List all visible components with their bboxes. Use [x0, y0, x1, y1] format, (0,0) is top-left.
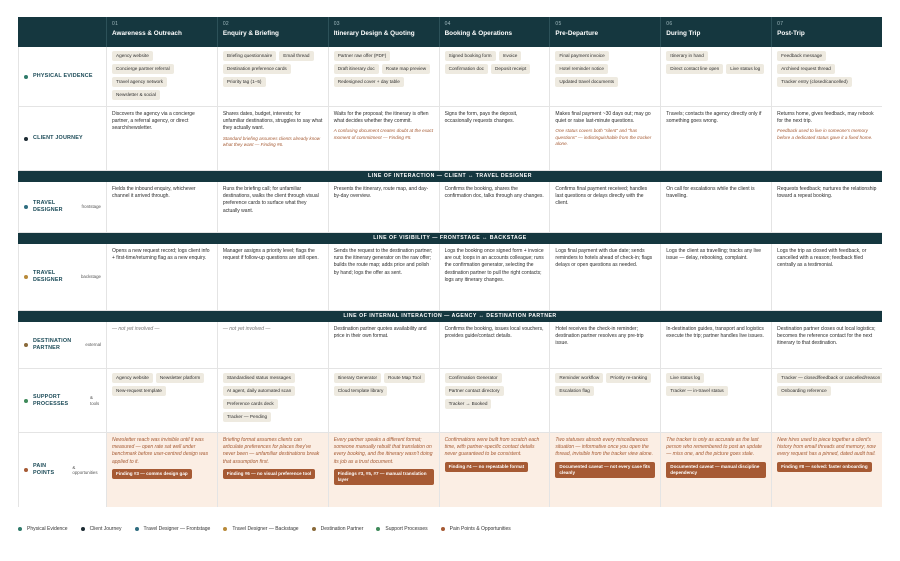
frontstage-cell-4: Confirms the booking, shares the confirmation doc, talks through any changes.: [439, 182, 550, 232]
line-of-internal-interaction: LINE OF INTERNAL INTERACTION — AGENCY ↔ DESTINATION PARTNER: [18, 311, 882, 322]
legend-dot-icon: [441, 527, 445, 531]
pain-cell-3: [328, 433, 439, 507]
row-label-text: PHYSICAL EVIDENCE: [33, 73, 93, 79]
stage-name: Awareness & Outreach: [112, 30, 182, 37]
row-label-text: DESTINATION PARTNER: [33, 338, 72, 351]
finding-badge: Finding #6 — no visual preference tool: [223, 469, 316, 479]
pain-text: Two statuses absorb every miscellaneous situation — informative once you open the thread, invisible from the tracker view alone.: [555, 437, 653, 458]
frontstage-cell-1: Fields the inbound enquiry, whichever channel it arrived through.: [106, 182, 217, 232]
pain-text: New hires used to piece together a client's history from email threads and memory; now every request has a pinned, dated audit trail.: [777, 437, 876, 458]
physical-cell-6: [660, 47, 771, 106]
evidence-tag: Invoice: [499, 51, 522, 61]
stage-3: [328, 17, 439, 47]
support-cell-1: [106, 369, 217, 432]
tool-tag: Escalation flag: [555, 386, 594, 396]
tool-tag: Preference cards deck: [223, 399, 278, 409]
physical-cell-1: [106, 47, 217, 106]
frontstage-cell-7: Requests feedback; nurtures the relationship toward a repeat booking.: [771, 182, 882, 232]
row-dot-icon: [24, 75, 28, 79]
designer-backstage-row: [18, 244, 882, 311]
tool-tag: Tracker — closed/feedback or cancelled/reason: [777, 373, 882, 383]
stage-number: 06: [666, 21, 673, 27]
evidence-tag: Concierge partner referral: [112, 64, 174, 74]
physical-cell-7: [771, 47, 882, 106]
evidence-tag: Newsletter & social: [112, 90, 160, 100]
row-label-text: CLIENT JOURNEY: [33, 135, 83, 141]
row-label-text: TRAVEL DESIGNER: [33, 200, 63, 213]
client-cell-6: [660, 107, 771, 170]
physical-cell-5: [549, 47, 660, 106]
legend-dot-icon: [18, 527, 22, 531]
legend-item: [135, 526, 211, 532]
legend-dot-icon: [135, 527, 139, 531]
pain-text: Confirmations were built from scratch each time, with partner-specific contact details never guaranteed to be consistent.: [444, 437, 540, 458]
stage-number: 01: [112, 21, 119, 27]
designer-frontstage-row: [18, 182, 882, 233]
support-cell-4: [439, 369, 550, 432]
cell-text: Makes final payment ~30 days out; may go quiet or raise last-minute questions.: [555, 111, 651, 125]
client-cell-1: [106, 107, 217, 170]
row-label: [18, 322, 106, 368]
partner-cell-7: Destination partner closes out local logistics; becomes the reference contact for the next itinerary to that destination.: [771, 322, 882, 368]
finding-badge: Finding #4 — no repeatable format: [445, 462, 529, 472]
evidence-tag: Deposit receipt: [491, 64, 530, 74]
row-label-text: SUPPORT PROCESSES: [33, 393, 69, 407]
evidence-tag: Hotel reminder notice: [555, 64, 608, 74]
header-corner: [18, 17, 106, 47]
evidence-tag: Briefing questionnaire: [223, 51, 276, 61]
frontstage-cell-3: Presents the itinerary, route map, and day-by-day overview.: [328, 182, 439, 232]
evidence-tag: Agency website: [112, 51, 153, 61]
finding-badge: Documented caveat — not every case fits cleanly: [555, 462, 655, 478]
finding-badge: Findings #3, #5, #7 — manual translation layer: [334, 469, 434, 485]
tool-tag: Onboarding reference: [777, 386, 831, 396]
physical-evidence-row: [18, 47, 882, 107]
line-of-interaction: LINE OF INTERACTION — CLIENT ↔ TRAVEL DESIGNER: [18, 171, 882, 182]
pain-cell-4: [439, 433, 550, 507]
partner-cell-1: — not yet involved —: [106, 322, 217, 368]
stage-7: [771, 17, 882, 47]
evidence-tag: Redesigned cover + day table: [334, 77, 404, 87]
row-label: [18, 47, 106, 106]
support-cell-6: [660, 369, 771, 432]
row-dot-icon: [24, 137, 28, 141]
client-journey-row: [18, 107, 882, 171]
stage-number: 02: [222, 21, 230, 27]
pain-text: Every partner speaks a different format; someone manually rebuilt that translation on every booking, and the itinerary wasn't doing its job as a trust document.: [333, 437, 433, 465]
row-sublabel: backstage: [80, 274, 101, 280]
row-label: [18, 433, 106, 507]
cell-text: Returns home, gives feedback, may rebook for the next trip.: [777, 111, 874, 125]
evidence-tag: Tracker entry (closed/cancelled): [777, 77, 852, 87]
partner-cell-5: Hotel receives the check-in reminder; destination partner resolves any pre-trip issue.: [549, 322, 660, 368]
backstage-cell-7: Logs the trip as closed with feedback, or cancelled with a reason; feedback filed centrally as a testimonial.: [771, 244, 882, 310]
legend-dot-icon: [223, 527, 227, 531]
tool-tag: Tracker — Pending: [223, 412, 271, 422]
evidence-tag: Updated travel documents: [555, 77, 618, 87]
evidence-tag: Partner raw offer (PDF): [334, 51, 391, 61]
pain-cell-7: [771, 433, 882, 507]
row-label: [18, 182, 106, 232]
client-cell-3: [328, 107, 439, 170]
row-dot-icon: [24, 275, 28, 279]
stage-number: 04: [444, 21, 451, 27]
support-cell-5: [549, 369, 660, 432]
pain-cell-6: [660, 433, 771, 507]
stage-number: 07: [777, 21, 784, 27]
tool-tag: Tracker — in-travel status: [666, 386, 728, 396]
tool-tag: New-request template: [112, 386, 166, 396]
stage-number: 03: [333, 21, 340, 27]
client-cell-4: [439, 107, 550, 170]
legend-label: Support Processes: [385, 526, 428, 532]
pain-cell-2: [217, 433, 328, 507]
legend-label: Travel Designer — Frontstage: [143, 526, 211, 532]
stage-header: [18, 17, 882, 47]
line-of-visibility: LINE OF VISIBILITY — FRONTSTAGE ↔ BACKSTAGE: [18, 233, 882, 244]
finding-badge: Finding #8 — solved: faster onboarding: [777, 462, 872, 472]
destination-partner-row: [18, 322, 882, 369]
service-blueprint: [18, 17, 882, 507]
row-dot-icon: [24, 343, 28, 347]
stage-name: Pre-Departure: [555, 30, 599, 37]
legend: [18, 526, 511, 532]
legend-item: [441, 526, 511, 532]
tool-tag: Reminder workflow: [555, 373, 603, 383]
row-sublabel: frontstage: [81, 204, 101, 210]
row-label: [18, 107, 106, 170]
cell-text: Shares dates, budget, interests; for unfamiliar destinations, struggles to say what they actually want.: [222, 111, 323, 132]
backstage-cell-3: Sends the request to the destination partner; runs the itinerary generator on the raw offer; builds the route map; adds price and polish by hand; logs the offer as sent.: [328, 244, 439, 310]
backstage-cell-4: Logs the booking once signed form + invoice are out; loops in an accounts colleague; runs the confirmation generator, selecting the destination partner to pull the right contacts; logs any itinerary changes.: [439, 244, 550, 310]
tool-tag: AI agent, daily automated scan: [223, 386, 295, 396]
legend-label: Travel Designer — Backstage: [232, 526, 299, 532]
support-cell-7: [771, 369, 882, 432]
stage-name: Itinerary Design & Quoting: [333, 30, 415, 37]
client-cell-5: [549, 107, 660, 170]
evidence-tag: Feedback message: [777, 51, 826, 61]
evidence-tag: Direct contact line open: [666, 64, 723, 74]
evidence-tag: Travel agency network: [112, 77, 167, 87]
legend-label: Destination Partner: [320, 526, 364, 532]
tool-tag: Route Map Tool: [384, 373, 425, 383]
legend-item: [81, 526, 122, 532]
stage-name: Enquiry & Briefing: [222, 30, 279, 37]
evidence-tag: Archived request thread: [777, 64, 835, 74]
finding-badge: Documented caveat — manual discipline dependency: [666, 462, 766, 478]
pain-text: Newsletter reach was invisible until it was measured — open rate sat well under benchmark before user-centred design was applied to it.: [112, 437, 209, 465]
legend-label: Pain Points & Opportunities: [449, 526, 511, 532]
tool-tag: Standardised status messages: [223, 373, 295, 383]
legend-item: [376, 526, 427, 532]
physical-cell-2: [217, 47, 328, 106]
evidence-tag: Live status log: [726, 64, 764, 74]
tool-tag: Live status log: [666, 373, 704, 383]
evidence-tag: Email thread: [279, 51, 313, 61]
legend-dot-icon: [312, 527, 316, 531]
stage-1: [106, 17, 217, 47]
cell-text: Travels; contacts the agency directly only if something goes wrong.: [666, 111, 762, 125]
stage-5: [549, 17, 660, 47]
tool-tag: Newsletter platform: [156, 373, 204, 383]
tool-tag: Agency website: [112, 373, 153, 383]
legend-item: [312, 526, 364, 532]
backstage-cell-1: Opens a new request record; logs client info + first-time/returning flag as a new enquiry.: [106, 244, 217, 310]
row-sublabel: external: [85, 342, 101, 348]
support-cell-3: [328, 369, 439, 432]
pain-text: Briefing format assumes clients can articulate preferences for places they've never been — unfamiliar destinations break that assumption first.: [222, 437, 320, 465]
pain-points-row: [18, 433, 882, 507]
finding-note: Standard briefing assumes clients already know what they want — Finding #6.: [222, 135, 321, 147]
evidence-tag: Confirmation doc: [445, 64, 488, 74]
row-dot-icon: [24, 399, 28, 403]
physical-cell-3: [328, 47, 439, 106]
evidence-tag: Route map preview: [382, 64, 430, 74]
tool-tag: Priority re-ranking: [606, 373, 651, 383]
evidence-tag: Priority tag (1–5): [223, 77, 266, 87]
legend-label: Client Journey: [89, 526, 122, 532]
frontstage-cell-6: On call for escalations while the client is travelling.: [660, 182, 771, 232]
tool-tag: Confirmation Generator: [445, 373, 502, 383]
support-cell-2: [217, 369, 328, 432]
partner-cell-6: In-destination guides, transport and logistics execute the trip; partner handles live issues.: [660, 322, 771, 368]
finding-note: One status covers both "silent" and "has questions" — indistinguishable from the tracker alone.: [555, 128, 652, 146]
row-sublabel: & opportunities: [72, 464, 98, 475]
pain-cell-1: [106, 433, 217, 507]
row-label: [18, 244, 106, 310]
tool-tag: Partner contact directory: [445, 386, 504, 396]
stage-name: During Trip: [666, 30, 701, 37]
evidence-tag: Signed booking form: [445, 51, 496, 61]
finding-badge: Finding #3 — comms design gap: [112, 469, 192, 479]
client-cell-7: [771, 107, 882, 170]
pain-text: The tracker is only as accurate as the last person who remembered to post an update — miss one, and the picture goes stale.: [666, 437, 762, 458]
stage-name: Post-Trip: [777, 30, 805, 37]
pain-cell-5: [549, 433, 660, 507]
client-cell-2: [217, 107, 328, 170]
frontstage-cell-5: Confirms final payment received; handles last questions or delays directly with the client.: [549, 182, 660, 232]
evidence-tag: Destination preference cards: [223, 64, 291, 74]
finding-note: Feedback used to live in someone's memory before a dedicated status gave it a fixed home.: [777, 128, 873, 140]
evidence-tag: Itinerary in hand: [666, 51, 708, 61]
tool-tag: Cloud template library: [334, 386, 388, 396]
support-processes-row: [18, 369, 882, 433]
stage-2: [217, 17, 328, 47]
legend-item: [223, 526, 298, 532]
legend-dot-icon: [81, 527, 85, 531]
row-label: [18, 369, 106, 432]
cell-text: Signs the form, pays the deposit, occasionally requests changes.: [444, 111, 518, 125]
backstage-cell-2: Manager assigns a priority level; flags the request if follow-up questions are still open.: [217, 244, 328, 310]
row-dot-icon: [24, 468, 28, 472]
partner-cell-4: Confirms the booking, issues local vouchers, provides guide/contact details.: [439, 322, 550, 368]
tool-tag: Itinerary Generator: [334, 373, 381, 383]
physical-cell-4: [439, 47, 550, 106]
finding-note: A confusing document creates doubt at the exact moment of commitment — Finding #5.: [333, 128, 434, 140]
frontstage-cell-2: Runs the briefing call; for unfamiliar destinations, walks the client through visual preference cards to surface what they actually want.: [217, 182, 328, 232]
stage-6: [660, 17, 771, 47]
cell-text: Discovers the agency via a concierge partner, a referral agency, or direct search/newsletter.: [112, 111, 195, 132]
legend-dot-icon: [376, 527, 380, 531]
row-label-text: PAIN POINTS: [33, 463, 55, 476]
legend-label: Physical Evidence: [27, 526, 68, 532]
tool-tag: Tracker → Booked: [445, 399, 492, 409]
evidence-tag: Final payment invoice: [555, 51, 608, 61]
partner-cell-3: Destination partner quotes availability and price in their own format.: [328, 322, 439, 368]
row-dot-icon: [24, 205, 28, 209]
legend-item: [18, 526, 68, 532]
backstage-cell-6: Logs the client as travelling; tracks any live issue — delay, rebooking, complaint.: [660, 244, 771, 310]
row-sublabel: & tools: [89, 395, 100, 406]
stage-name: Booking & Operations: [444, 30, 513, 37]
row-label-text: TRAVEL DESIGNER: [33, 270, 63, 283]
partner-cell-2: — not yet involved —: [217, 322, 328, 368]
stage-number: 05: [555, 21, 562, 27]
stage-4: [439, 17, 550, 47]
evidence-tag: Draft itinerary doc: [334, 64, 379, 74]
cell-text: Waits for the proposal; the itinerary is often what decides whether they commit.: [333, 111, 429, 125]
backstage-cell-5: Logs final payment with due date; sends reminders to hotels ahead of check-in; flags delays or open questions as needed.: [549, 244, 660, 310]
